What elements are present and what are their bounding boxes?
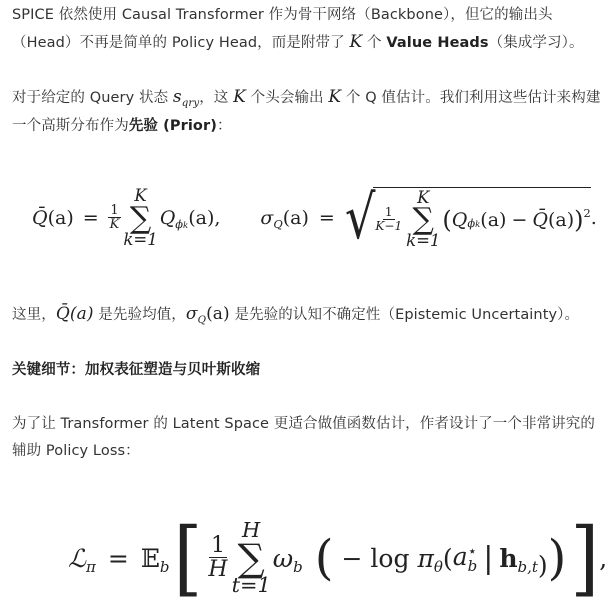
prior-text-5: ： (216, 118, 232, 134)
prior-text-2: ，这 (199, 90, 229, 106)
sqrt-content: $\frac{1}{K-1}$ K ∑ k=1 ( Q ϕk (a) − Q̄ (a) ) 2 (375, 187, 591, 250)
sum-symbol: H ∑ t=1 (231, 518, 271, 598)
loss-text: 为了让 Transformer 的 Latent Space 更适合做值函数估计，作者设计了一个非常讲究的辅助 Policy Loss： (12, 416, 595, 459)
math-K: K (233, 87, 246, 107)
math-qbar: Q̄(a) (55, 304, 94, 324)
sqrt-sign: √ (344, 183, 376, 253)
policy-loss-equation (68, 512, 607, 604)
loss-paragraph (12, 411, 608, 465)
prior-bold: 先验 (Prior) (128, 118, 217, 134)
fraction-1-over-K: $\frac{1}{K}$ (109, 202, 120, 233)
prior-paragraph (12, 84, 608, 140)
fraction-1-over-H: $\frac{1}{H}$ (208, 532, 228, 582)
comma: , (214, 207, 221, 229)
h-bt: $h_{b,t}$ (499, 543, 538, 576)
sigma-q: $\sigma_Q(a)$ (260, 207, 309, 231)
right-bracket: ] (570, 510, 600, 606)
explanation-text-2: 是先验均值， (98, 307, 186, 323)
expectation: 𝔼$_b$ (140, 543, 170, 576)
equals-sign: = (318, 207, 335, 229)
math-sigma-q: $\sigma_Q(a)$ (185, 304, 230, 326)
left-bracket: [ (173, 510, 203, 606)
value-heads-bold: Value Heads (386, 35, 489, 51)
math-K: K (349, 32, 363, 52)
equals-sign: = (82, 207, 99, 229)
section-heading: 关键细节：加权表征塑造与贝叶斯收缩 (12, 362, 261, 378)
intro-text-1: SPICE 依然使用 Causal Transformer 作为骨干网络（Backbone），但它的输出头（Head）不再是简单的 Policy Head，而是附带了 (12, 7, 553, 51)
q-phi-k: $Q_{\phi k}(a)$ (159, 207, 215, 231)
loss-symbol: ℒ$_\pi$ (68, 543, 96, 576)
prior-text-4: 个 Q 值估计。我们利用这些估计来构建一个高斯分布作为 (12, 90, 601, 134)
qbar: Q̄(a) (32, 207, 74, 229)
intro-text-2: 个 (367, 35, 382, 51)
equals-sign: = (107, 543, 129, 573)
explanation-text-1: 这里， (12, 307, 56, 323)
a-star-b: a ⋆ b (452, 541, 478, 575)
prior-equation (32, 182, 597, 254)
pi-theta: $\pi_\theta$( (417, 543, 453, 576)
intro-text-3: （集成学习）。 (488, 35, 584, 51)
math-K: K (328, 87, 342, 107)
left-paren: ( (314, 530, 334, 586)
conditional-bar: | (483, 540, 494, 576)
intro-paragraph (12, 2, 608, 57)
neg-log: − log (341, 543, 410, 573)
explanation-paragraph (12, 301, 608, 330)
period: . (590, 207, 597, 229)
prior-text-1: 对于给定的 Query 状态 (12, 90, 169, 106)
omega-b: $\omega_b$ (272, 543, 303, 576)
prior-text-3: 个头会输出 (250, 90, 324, 106)
explanation-text-3: 是先验的认知不确定性（Epistemic Uncertainty）。 (234, 307, 580, 323)
sum-symbol: K ∑ k=1 (406, 187, 441, 250)
right-paren: )) (537, 530, 567, 586)
math-s-qry: $s_{qry}$ (172, 87, 200, 109)
comma: , (599, 543, 608, 573)
sum-symbol: K ∑ k=1 (123, 186, 158, 249)
fraction-1-over-Km1: $\frac{1}{K-1}$ (375, 205, 403, 233)
